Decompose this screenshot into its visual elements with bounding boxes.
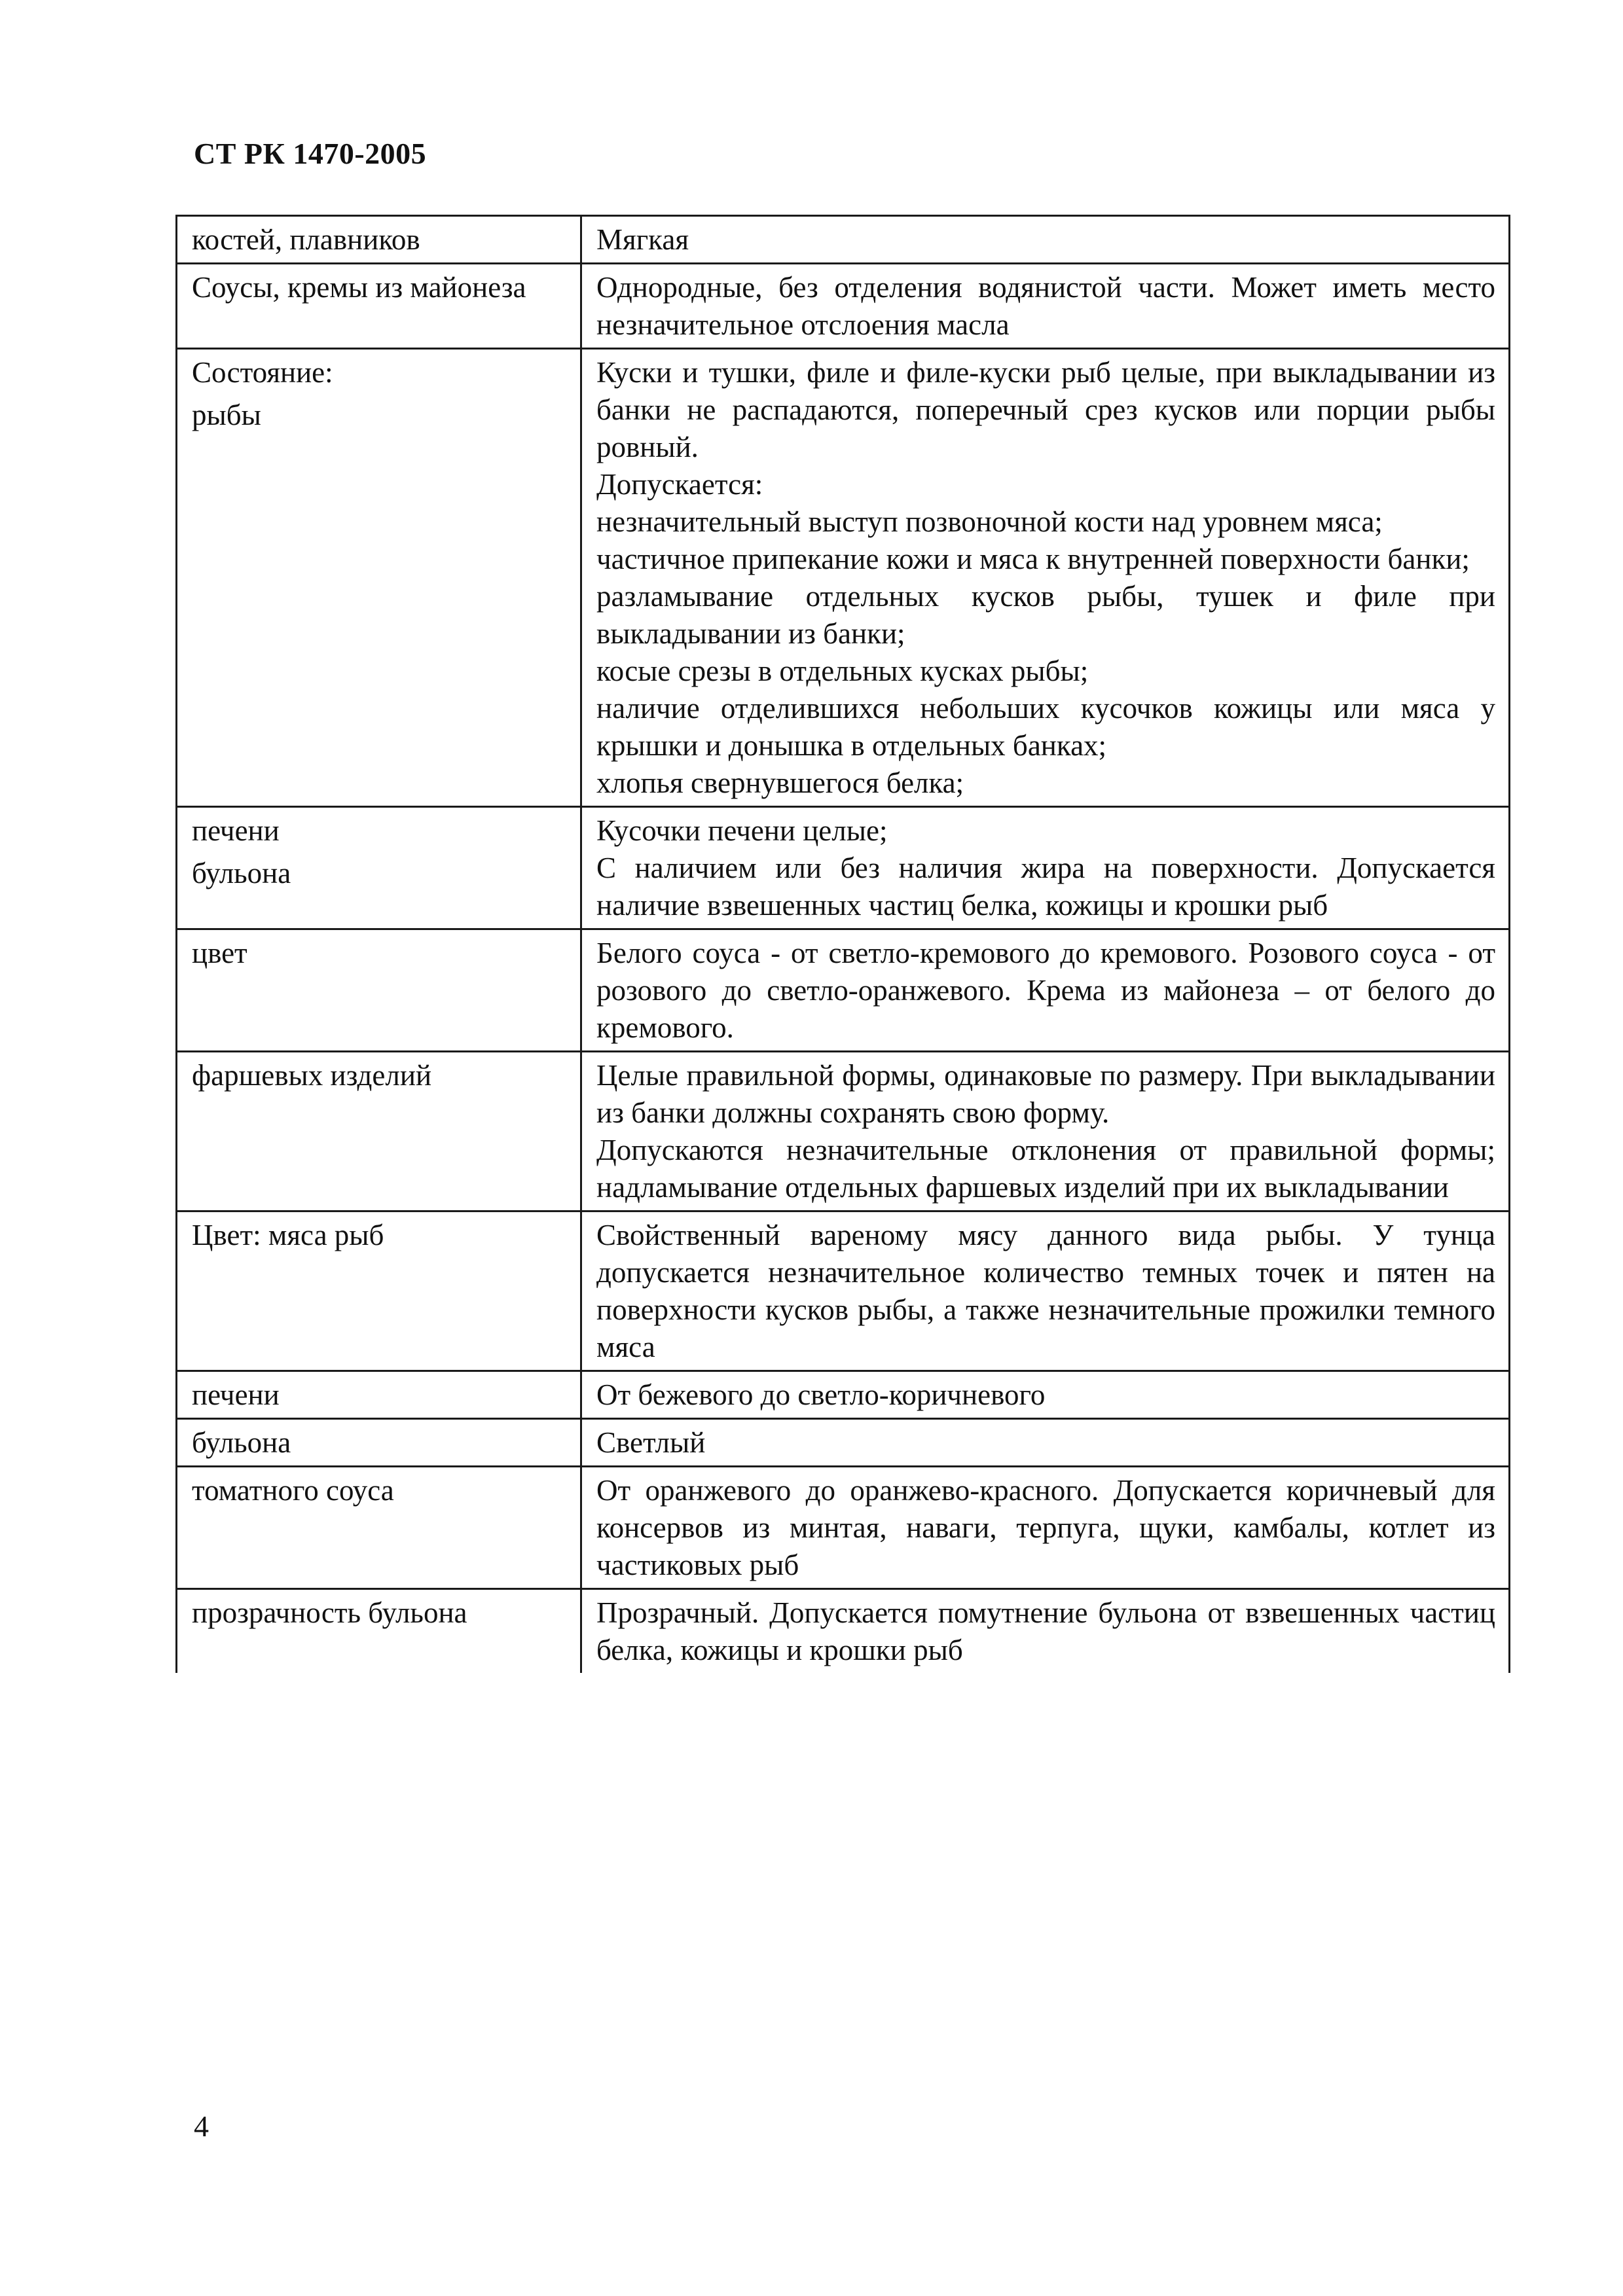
- row-description-line: хлопья свернувшегося белка;: [596, 766, 964, 799]
- row-label-line: бульона: [192, 857, 291, 889]
- row-description-line: Мягкая: [596, 223, 689, 256]
- row-description-line: Светлый: [596, 1426, 706, 1459]
- row-description-cell: [581, 1371, 1510, 1419]
- row-label-cell: [177, 349, 581, 807]
- row-label-line: Цвет: мяса рыб: [192, 1219, 384, 1251]
- row-description-line: От бежевого до светло-коричневого: [596, 1378, 1046, 1411]
- page-number: 4: [194, 2109, 209, 2143]
- row-description-cell: [581, 1419, 1510, 1467]
- row-label-line: прозрачность бульона: [192, 1596, 467, 1629]
- row-description-line: Целые правильной формы, одинаковые по размеру. При выкладывании из банки должны сохранять свою форму.: [596, 1059, 1495, 1129]
- table-row: [177, 1371, 1510, 1419]
- row-description-cell: [581, 807, 1510, 929]
- row-description-line: Белого соуса - от светло-кремового до кремового. Розового соуса - от розового до светло-оранжевого. Крема из майонеза – от белого до кремового.: [596, 937, 1495, 1044]
- row-label-cell: [177, 1371, 581, 1419]
- row-description-line: косые срезы в отдельных кусках рыбы;: [596, 655, 1089, 687]
- row-description-line: С наличием или без наличия жира на поверхности. Допускается наличие взвешенных частиц белка, кожицы и крошки рыб: [596, 852, 1495, 922]
- row-description-cell: [581, 349, 1510, 807]
- row-label-line: печени: [192, 814, 280, 847]
- table-row: [177, 807, 1510, 929]
- row-label-line: бульона: [192, 1426, 291, 1459]
- table-row: [177, 216, 1510, 264]
- row-description-cell: [581, 929, 1510, 1052]
- row-label-cell: [177, 216, 581, 264]
- row-description-line: Куски и тушки, филе и филе-куски рыб целые, при выкладывании из банки не распадаются, поперечный срез кусков или порции рыбы ровный.: [596, 356, 1495, 463]
- row-description-cell: [581, 1211, 1510, 1371]
- row-label-line: томатного соуса: [192, 1474, 394, 1507]
- table-row: [177, 264, 1510, 349]
- table-row: [177, 1467, 1510, 1589]
- row-label-line: Состояние:: [192, 356, 333, 389]
- row-label-cell: [177, 1467, 581, 1589]
- row-label-line: печени: [192, 1378, 280, 1411]
- row-label-cell: [177, 1211, 581, 1371]
- row-description-line: Однородные, без отделения водянистой части. Может иметь место незначительное отслоения масла: [596, 271, 1495, 341]
- table-row: [177, 1052, 1510, 1211]
- row-label-cell: [177, 929, 581, 1052]
- row-description-cell: [581, 1589, 1510, 1674]
- row-description-line: частичное припекание кожи и мяса к внутренней поверхности банки;: [596, 543, 1470, 575]
- row-description-line: наличие отделившихся небольших кусочков кожицы или мяса у крышки и донышка в отдельных банках;: [596, 692, 1495, 762]
- table-row: [177, 1419, 1510, 1467]
- row-label-line: Соусы, кремы из майонеза: [192, 271, 526, 304]
- row-description-line: разламывание отдельных кусков рыбы, тушек и филе при выкладывании из банки;: [596, 580, 1495, 650]
- row-description-cell: [581, 1467, 1510, 1589]
- row-label-cell: [177, 1589, 581, 1674]
- row-description-line: Свойственный вареному мясу данного вида рыбы. У тунца допускается незначительное количество темных точек и пятен на поверхности кусков рыбы, а также незначительные прожилки темного мяса: [596, 1219, 1495, 1363]
- row-description-line: От оранжевого до оранжево-красного. Допускается коричневый для консервов из минтая, наваги, терпуга, щуки, камбалы, котлет из частиковых рыб: [596, 1474, 1495, 1581]
- row-description-line: Допускаются незначительные отклонения от правильной формы; надламывание отдельных фаршевых изделий при их выкладывании: [596, 1134, 1495, 1204]
- row-description-line: Кусочки печени целые;: [596, 814, 888, 847]
- document-header: СТ РК 1470-2005: [194, 137, 427, 170]
- row-description-cell: [581, 264, 1510, 349]
- row-label-line: костей, плавников: [192, 223, 420, 256]
- row-description-cell: [581, 1052, 1510, 1211]
- table-row: [177, 929, 1510, 1052]
- row-description-line: незначительный выступ позвоночной кости над уровнем мяса;: [596, 505, 1383, 538]
- row-label-line: цвет: [192, 937, 247, 969]
- table-body: [177, 216, 1510, 1674]
- row-label-cell: [177, 264, 581, 349]
- row-label-cell: [177, 807, 581, 929]
- row-label-line: фаршевых изделий: [192, 1059, 432, 1092]
- row-description-line: Прозрачный. Допускается помутнение бульона от взвешенных частиц белка, кожицы и крошки рыб: [596, 1596, 1495, 1666]
- table-row: [177, 1589, 1510, 1674]
- row-label-cell: [177, 1419, 581, 1467]
- row-description-line: Допускается:: [596, 468, 763, 501]
- table-row: [177, 349, 1510, 807]
- row-description-cell: [581, 216, 1510, 264]
- row-label-line: рыбы: [192, 399, 261, 431]
- row-label-cell: [177, 1052, 581, 1211]
- table-row: [177, 1211, 1510, 1371]
- spec-table: [175, 215, 1510, 1673]
